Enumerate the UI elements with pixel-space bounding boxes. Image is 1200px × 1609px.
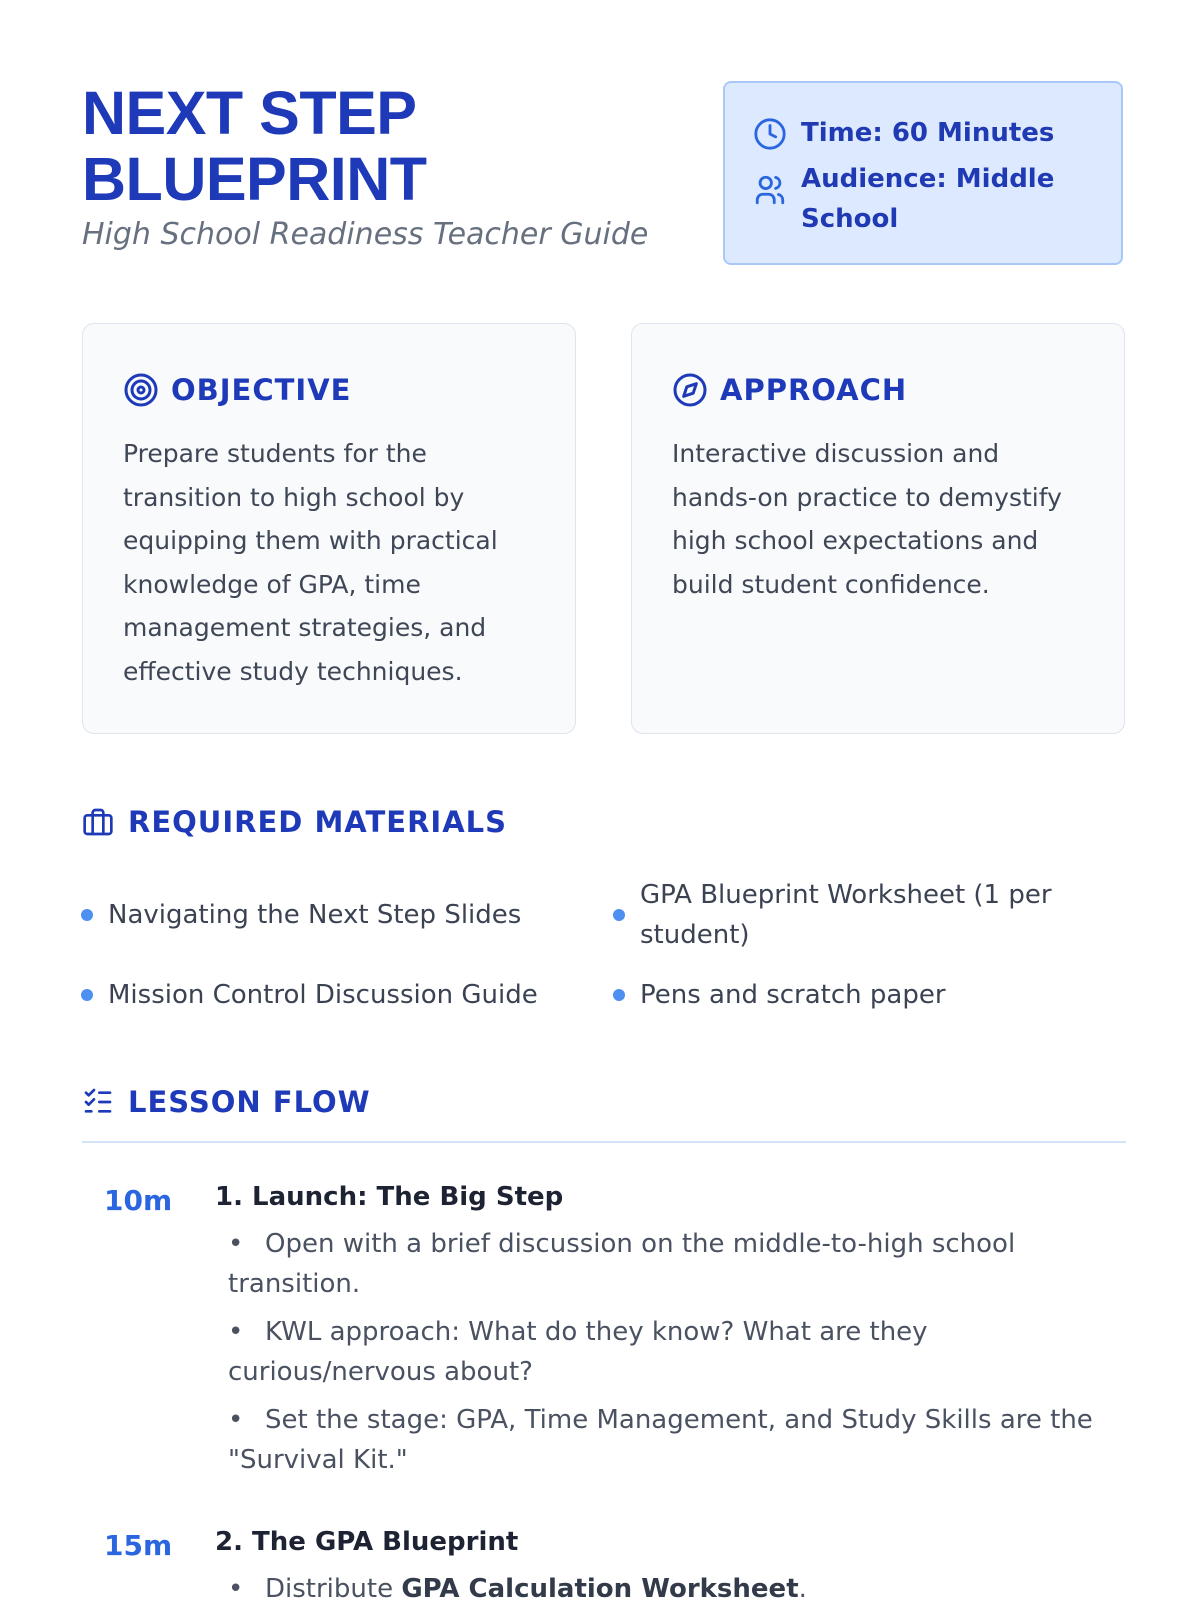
step-title: 1. Launch: The Big Step: [215, 1182, 564, 1212]
step-bullet: [228, 1569, 1128, 1609]
approach-text: Interactive discussion and hands-on practice to demystify high school expectations and build student confidence.: [672, 439, 1062, 599]
briefcase-icon: [82, 806, 114, 838]
page-title: [82, 80, 427, 212]
clock-icon: [753, 117, 787, 151]
material-text: Navigating the Next Step Slides: [108, 900, 522, 930]
step-title: 2. The GPA Blueprint: [215, 1527, 519, 1557]
bullet-mark: •: [228, 1405, 244, 1435]
title-line-1: NEXT STEP: [82, 79, 417, 147]
materials-header: [82, 805, 507, 839]
step-bullet: [228, 1400, 1128, 1480]
time-label: Time: 60 Minutes: [801, 118, 1055, 148]
lesson-flow-header: [82, 1085, 371, 1119]
title-line-2: BLUEPRINT: [82, 145, 427, 213]
objective-text: Prepare students for the transition to high school by equipping them with practical knowledge of GPA, time management strategies, and effective study techniques.: [123, 439, 498, 686]
bullet-text: Open with a brief discussion on the middle-to-high school transition.: [228, 1229, 1016, 1299]
approach-card: [631, 323, 1125, 734]
objective-header: [123, 372, 351, 408]
info-box: [723, 81, 1123, 265]
material-item: [613, 875, 1053, 955]
material-item: [81, 895, 601, 935]
objective-heading: OBJECTIVE: [171, 373, 352, 407]
bullet-dot: [81, 909, 93, 921]
objective-card: [82, 323, 576, 734]
material-item: [613, 975, 1053, 1015]
bullet-mark: •: [228, 1317, 244, 1347]
bullet-mark: •: [228, 1574, 244, 1604]
material-text: GPA Blueprint Worksheet (1 per student): [640, 880, 1052, 950]
divider: [82, 1141, 1126, 1143]
materials-heading: REQUIRED MATERIALS: [128, 805, 508, 839]
target-icon: [123, 372, 159, 408]
lesson-flow-heading: LESSON FLOW: [128, 1085, 371, 1119]
checklist-icon: [82, 1086, 114, 1118]
approach-heading: APPROACH: [720, 373, 908, 407]
audience-label: Audience: Middle School: [801, 164, 1055, 234]
step-bullet: [228, 1312, 1128, 1392]
bullet-dot: [81, 989, 93, 1001]
material-text: Pens and scratch paper: [640, 980, 946, 1010]
step-duration: 15m: [104, 1529, 173, 1562]
bullet-text-bold: GPA Calculation Worksheet: [401, 1574, 799, 1604]
bullet-text-prefix: Distribute: [265, 1574, 402, 1604]
material-item: [81, 975, 601, 1015]
audience-info: [753, 159, 1093, 239]
step-bullet: [228, 1224, 1128, 1304]
page-subtitle: High School Readiness Teacher Guide: [82, 217, 649, 252]
time-info: [753, 113, 1054, 153]
bullet-dot: [613, 989, 625, 1001]
bullet-text: Set the stage: GPA, Time Management, and Study Skills are the "Survival Kit.": [228, 1405, 1093, 1475]
approach-header: [672, 372, 907, 408]
bullet-mark: •: [228, 1229, 244, 1259]
users-icon: [753, 173, 787, 207]
compass-icon: [672, 372, 708, 408]
step-duration: 10m: [104, 1184, 173, 1217]
bullet-dot: [613, 909, 625, 921]
bullet-text-suffix: .: [798, 1574, 807, 1604]
bullet-text: KWL approach: What do they know? What are they curious/nervous about?: [228, 1317, 928, 1387]
material-text: Mission Control Discussion Guide: [108, 980, 538, 1010]
